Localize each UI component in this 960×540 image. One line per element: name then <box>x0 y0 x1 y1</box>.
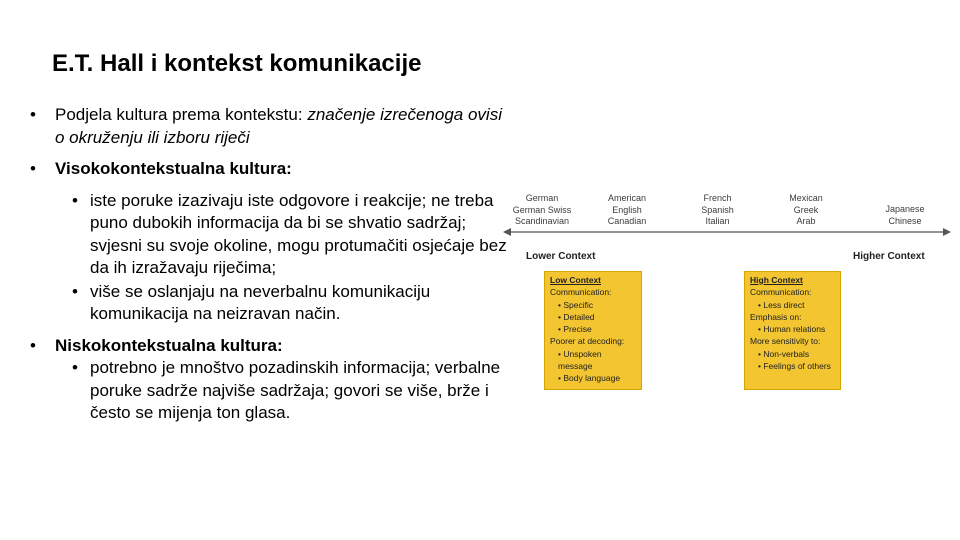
sub-bullet <box>30 190 510 280</box>
box-line: Emphasis on: <box>750 311 802 322</box>
context-diagram <box>500 185 960 400</box>
box-line: • Feelings of others <box>758 361 831 372</box>
box-line: • Unspoken message <box>558 348 602 372</box>
bullet-italic-text: značenje izrečenoga ovisi o okruženju ili izboru riječi <box>55 105 502 147</box>
culture-group-lower-mid: American English Canadian <box>607 193 647 226</box>
bullet-high-context <box>30 158 510 181</box>
bullet-dot: • <box>30 159 36 178</box>
box-line: • Human relations <box>758 324 826 335</box>
box-line: Communication: <box>750 287 812 298</box>
bullet-dot: • <box>72 190 78 210</box>
bullet-low-context <box>30 335 510 358</box>
slide-title: E.T. Hall i kontekst komunikacije <box>52 50 422 77</box>
bullet-text: Podjela kultura prema kontekstu: <box>55 105 308 124</box>
bullet-dot: • <box>30 335 36 355</box>
bullet-dot: • <box>72 281 78 301</box>
arrow-left-head <box>503 228 511 236</box>
lower-context-label: Lower Context <box>526 251 596 262</box>
low-context-box-title: Low Context <box>550 275 601 285</box>
sub-bullet-text: iste poruke izazivaju iste odgovore i reakcije; ne treba puno dubokih informacija da bi se shvatio sadržaj; svjesni su svoje okoline, mogu protumačiti osjećaje bez da ih izražavaju riječima; <box>90 190 507 277</box>
bullet-heading: Niskokontekstualna kultura: <box>55 335 283 355</box>
bullet-heading: Visokokontekstualna kultura: <box>55 159 292 178</box>
low-context-box <box>544 271 642 390</box>
bullet-dot: • <box>72 358 78 377</box>
bullet-context-division <box>30 104 510 149</box>
culture-group-higher-mid: Mexican Greek Arab <box>789 193 823 226</box>
box-line: More sensitivity to: <box>750 336 821 347</box>
bullet-dot: • <box>30 105 36 124</box>
box-line: • Specific <box>558 299 594 310</box>
higher-context-label: Higher Context <box>853 251 925 262</box>
bullet-list <box>30 104 510 425</box>
culture-group-high: Japanese Chinese <box>885 204 925 226</box>
box-line: • Less direct <box>758 299 805 310</box>
sub-bullet <box>30 281 510 326</box>
box-line: Communication: <box>550 287 612 298</box>
box-line: Poorer at decoding: <box>550 336 625 347</box>
high-context-box-title: High Context <box>750 275 803 285</box>
culture-group-low: German German Swiss Scandinavian <box>512 193 572 226</box>
box-line: • Non-verbals <box>758 348 810 359</box>
sub-bullet <box>30 357 510 425</box>
box-line: • Detailed <box>558 311 595 322</box>
box-line: • Precise <box>558 324 592 335</box>
arrow-right-head <box>943 228 951 236</box>
high-context-box <box>744 271 841 390</box>
sub-bullet-text: potrebno je mnoštvo pozadinskih informacija; verbalne poruke sadrže najviše sadržaja; govori se više, brže i često se mijenja ton glasa. <box>90 358 501 422</box>
box-line: • Body language <box>558 373 621 384</box>
sub-bullet-text: više se oslanjaju na neverbalnu komunikaciju komunikacija na neizravan način. <box>90 281 431 323</box>
culture-group-mid: French Spanish Italian <box>701 193 734 226</box>
